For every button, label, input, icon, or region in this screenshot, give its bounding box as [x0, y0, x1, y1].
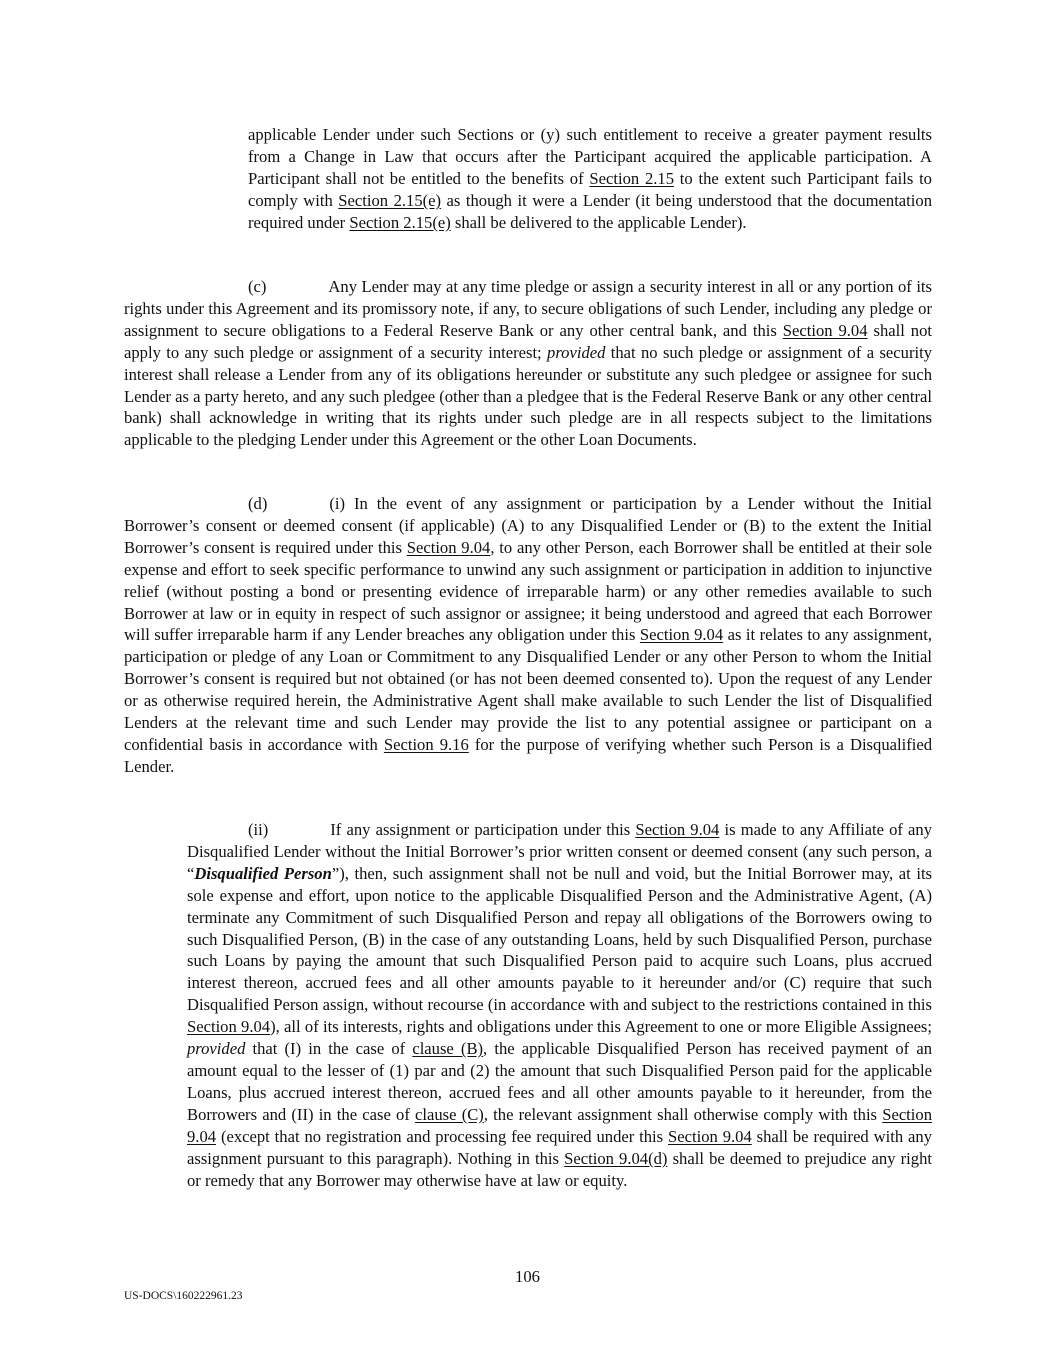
- text-run: , the applicable Disqualified Person has received payment of an amount equal to the lesser of (1) par and (2) the amount that such Disqualified Person paid for the applicable Loans, plus accrued interest thereon, accrued fees and all other amounts payable to it hereunder, from the Borrowers and (II) in the case of: [187, 1039, 932, 1124]
- text-run: shall be required with any assignment pursuant to this paragraph). Nothing in this: [187, 1126, 932, 1168]
- paragraph-marker: (ii): [248, 820, 269, 839]
- text-run: to the extent such Participant fails to comply with: [248, 168, 932, 210]
- page-number: 106: [515, 1267, 540, 1286]
- section-reference: Section 9.04: [187, 1017, 271, 1037]
- paragraph-continuation: [248, 124, 932, 234]
- section-reference: Section 9.04: [668, 1126, 752, 1146]
- paragraph-marker: (d): [248, 494, 268, 513]
- text-run: shall not apply to any such pledge or assignment of a security interest;: [124, 320, 932, 362]
- text-run: ), all of its interests, rights and obligations under this Agreement to one or more Eligible Assignees;: [270, 1017, 932, 1037]
- defined-term: Disqualified Person: [194, 863, 332, 883]
- text-run: that no such pledge or assignment of a security interest shall release a Lender from any of its obligations hereunder or substitute any such pledgee or assignee for such Lender as a party hereto, and any such pledgee (other than a pledgee that is the Federal Reserve Bank or any other central bank) shall acknowledge in writing that its rights under such pledge are in all respects subject to the limitations applicable to the pledging Lender under this Agreement or the other Loan Documents.: [124, 342, 932, 450]
- text-run: as though it were a Lender (it being understood that the documentation required under: [248, 190, 932, 232]
- clause-reference: clause (B): [412, 1039, 484, 1059]
- text-run: Any Lender may at any time pledge or assign a security interest in all or any portion of its rights under this Agreement and its promissory note, if any, to secure obligations of such Lender, including any pledge or assignment to secure obligations to a Federal Reserve Bank or any other central bank, and this: [124, 277, 932, 340]
- paragraph-d: [124, 493, 932, 778]
- section-reference: Section 9.04: [406, 537, 491, 557]
- section-reference: Section 9.04: [635, 820, 720, 839]
- text-run: as it relates to any assignment, participation or pledge of any Loan or Commitment to any Disqualified Lender or any other Person to whom the Initial Borrower’s consent is required but not obtained (or has not been deemed consented to). Upon the request of any Lender or as otherwise required herein, the Administrative Agent shall make available to such Lender the list of Disqualified Lenders at the relevant time and such Lender may provide the list to any potential assignee or participant on a confidential basis in accordance with: [124, 625, 932, 754]
- text-run: (except that no registration and processing fee required under this: [216, 1126, 669, 1146]
- section-reference: Section 2.15(e): [338, 190, 442, 210]
- section-reference: Section 9.04: [782, 320, 868, 340]
- text-run: for the purpose of verifying whether such Person is a Disqualified Lender.: [124, 734, 932, 776]
- text-run: , to any other Person, each Borrower shall be entitled at their sole expense and effort to seek specific performance to unwind any such assignment or participation in addition to injunctive relief (without posting a bond or presenting evidence of irreparable harm) or any other remedies available to such Borrower at law or in equity in respect of such assignor or assignee; it being understood and agreed that each Borrower will suffer irreparable harm if any Lender breaches any obligation under this: [124, 537, 932, 645]
- section-reference: Section 9.04: [187, 1104, 932, 1146]
- text-run: ”), then, such assignment shall not be null and void, but the Initial Borrower may, at its sole expense and effort, upon notice to the applicable Disqualified Person and the Administrative Agent, (A) terminate any Commitment of such Disqualified Person and repay all obligations of the Borrowers owing to such Disqualified Person, (B) in the case of any outstanding Loans, held by such Disqualified Person, purchase such Loans by paying the amount that such Disqualified Person paid to acquire such Loans, plus accrued interest thereon, accrued fees and all other amounts payable to it hereunder and/or (C) require that such Disqualified Person assign, without recourse (in accordance with and subject to the restrictions contained in this: [187, 863, 933, 1015]
- emphasis-text: provided: [547, 342, 606, 362]
- text-run: shall be deemed to prejudice any right or remedy that any Borrower may otherwise have at law or equity.: [187, 1148, 933, 1190]
- section-reference: Section 2.15(e): [349, 212, 451, 232]
- text-run: , the relevant assignment shall otherwise comply with this: [483, 1104, 883, 1124]
- section-reference: Section 9.04: [639, 625, 724, 645]
- paragraph-marker: (c): [248, 277, 267, 296]
- text-run: shall be delivered to the applicable Lender).: [450, 212, 747, 232]
- section-reference: Section 9.16: [383, 734, 469, 754]
- text-run: is made to any Affiliate of any Disqualified Lender without the Initial Borrower’s prior written consent or deemed consent (any such person, a “: [187, 820, 932, 883]
- emphasis-text: provided: [187, 1039, 246, 1059]
- clause-reference: clause (C): [415, 1104, 484, 1124]
- text-run: that (I) in the case of: [245, 1039, 413, 1059]
- document-id: US-DOCS\160222961.23: [124, 1290, 243, 1302]
- text-run: If any assignment or participation under this: [330, 820, 636, 839]
- text-run: (i) In the event of any assignment or participation by a Lender without the Initial Borrower’s consent or deemed consent (if applicable) (A) to any Disqualified Lender or (B) to the extent the Initial Borrower’s consent is required under this: [124, 494, 932, 557]
- text-run: applicable Lender under such Sections or (y) such entitlement to receive a greater payment results from a Change in Law that occurs after the Participant acquired the applicable participation. A Participant shall not be entitled to the benefits of: [248, 125, 932, 188]
- paragraph-d-ii: [187, 819, 932, 1191]
- section-reference: Section 2.15: [589, 168, 675, 188]
- section-reference: Section 9.04(d): [564, 1148, 668, 1168]
- paragraph-c: [124, 276, 932, 451]
